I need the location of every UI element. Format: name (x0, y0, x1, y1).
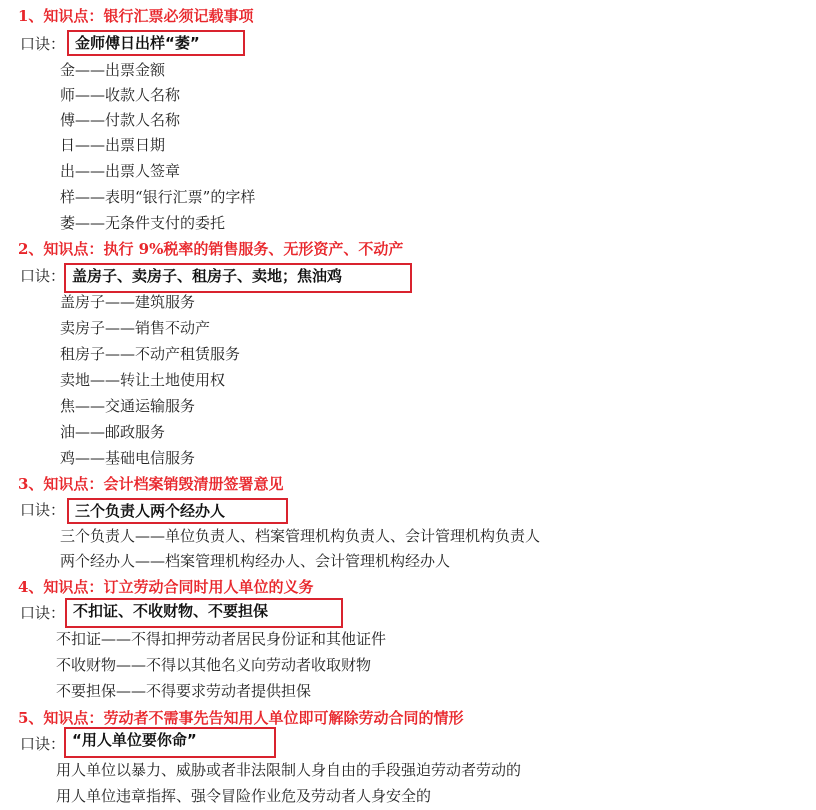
section-2-item: 卖地——转让土地使用权 (60, 371, 226, 389)
section-5-mnemonic-label: 口诀： (20, 735, 66, 753)
section-1-mnemonic-label: 口诀： (20, 35, 66, 53)
section-2-item: 鸡——基础电信服务 (60, 449, 196, 467)
section-2-item: 盖房子——建筑服务 (60, 293, 196, 311)
section-4-mnemonic-label: 口诀： (20, 604, 66, 622)
section-5-title: 5、知识点：劳动者不需事先告知用人单位即可解除劳动合同的情形 (18, 709, 464, 727)
section-5-item: 用人单位以暴力、威胁或者非法限制人身自由的手段强迫劳动者劳动的 (56, 761, 522, 779)
section-3-mnemonic-label: 口诀： (20, 501, 66, 519)
section-1-item: 萎——无条件支付的委托 (60, 214, 226, 232)
section-2-mnemonic-label: 口诀： (20, 267, 66, 285)
section-2-item: 租房子——不动产租赁服务 (60, 345, 241, 363)
section-3-title: 3、知识点：会计档案销毁清册签署意见 (18, 475, 284, 493)
section-1-item: 师——收款人名称 (60, 86, 181, 104)
section-1-item: 傅——付款人名称 (60, 111, 181, 129)
section-3-item: 三个负责人——单位负责人、档案管理机构负责人、会计管理机构负责人 (60, 527, 541, 545)
section-2-item: 油——邮政服务 (60, 423, 166, 441)
section-4-item: 不扣证——不得扣押劳动者居民身份证和其他证件 (56, 630, 387, 648)
section-1-item: 日——出票日期 (60, 136, 166, 154)
section-2-mnemonic-box: 盖房子、卖房子、租房子、卖地；焦油鸡 (64, 263, 412, 293)
section-4-mnemonic-box: 不扣证、不收财物、不要担保 (65, 598, 343, 628)
section-1-item: 样——表明“银行汇票”的字样 (60, 188, 256, 206)
section-2-item: 焦——交通运输服务 (60, 397, 196, 415)
section-4-item: 不要担保——不得要求劳动者提供担保 (56, 682, 312, 700)
section-2-item: 卖房子——销售不动产 (60, 319, 211, 337)
section-5-mnemonic-box: “用人单位要你命” (64, 727, 276, 758)
section-1-title: 1、知识点：银行汇票必须记载事项 (18, 7, 254, 25)
section-4-item: 不收财物——不得以其他名义向劳动者收取财物 (56, 656, 372, 674)
section-4-title: 4、知识点：订立劳动合同时用人单位的义务 (18, 578, 314, 596)
section-1-mnemonic-box: 金师傅日出样“萎” (67, 30, 245, 56)
section-1-item: 金——出票金额 (60, 61, 166, 79)
section-3-item: 两个经办人——档案管理机构经办人、会计管理机构经办人 (60, 552, 451, 570)
section-3-mnemonic-box: 三个负责人两个经办人 (67, 498, 288, 524)
section-2-title: 2、知识点：执行 9%税率的销售服务、无形资产、不动产 (18, 240, 404, 258)
section-5-item: 用人单位违章指挥、强令冒险作业危及劳动者人身安全的 (56, 787, 432, 805)
section-1-item: 出——出票人签章 (60, 162, 181, 180)
